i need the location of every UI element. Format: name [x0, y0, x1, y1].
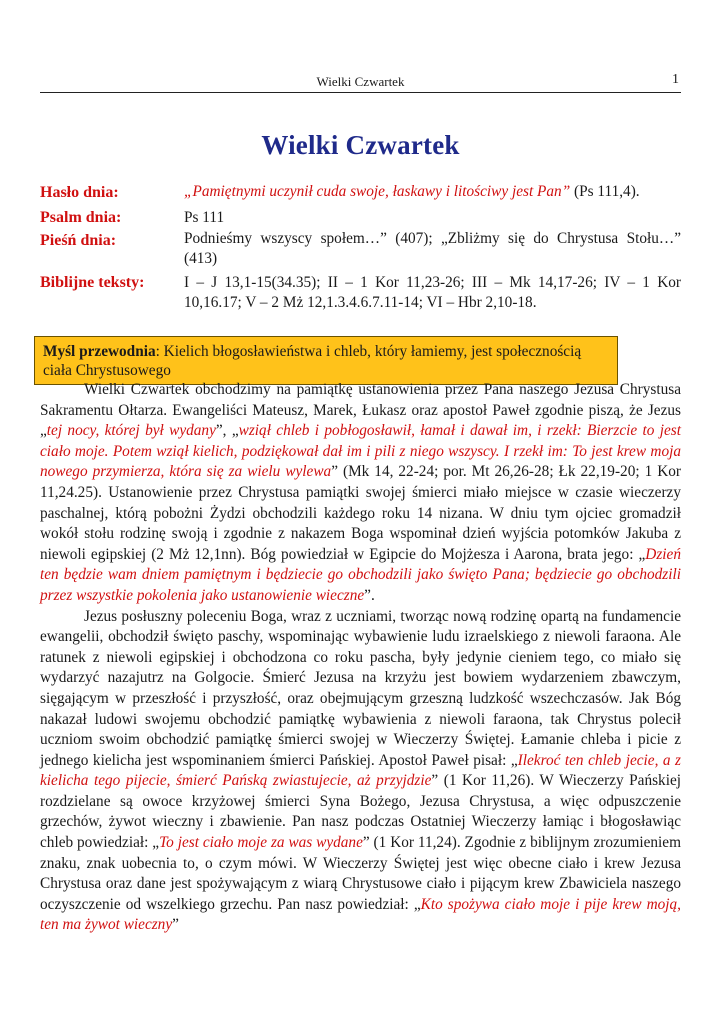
teksty-label: Biblijne teksty: [40, 274, 145, 291]
p2-text-2: ” (1 Kor 11,26). W Wieczerzy Pańskiej rozdzielane są owoce krzyżowej śmierci Syna Bożego, Jezusa Chrystusa, a więc odpuszczenie grzechów, żywot wieczny i zbawienie. Pan nasz podczas Ostatniej Wieczerzy łamiąc i błogosławiąc chleb powiedział: „ [40, 772, 681, 852]
psalm-label: Psalm dnia: [40, 209, 122, 226]
p2-quote-2: To jest ciało moje za was wydane [159, 834, 363, 852]
body-text [40, 380, 681, 936]
guide-text: : Kielich błogosławieństwa i chleb, który łamiemy, jest społecznością ciała Chrystusowego [43, 343, 582, 379]
p1-quote-2: wziął chleb i pobłogosławił, łamał i dawał im, i rzekł: Bierzcie to jest ciało moje. Potem wziął kielich, podziękował dał im i pili z niego wszyscy. I rzekł im: To jest krew moja nowego przymierza, która się za wielu wylewa [40, 422, 681, 481]
haslo-quote: „Pamiętnymi uczynił cuda swoje, łaskawy i litościwy jest Pan” [184, 183, 571, 200]
running-title: Wielki Czwartek [316, 74, 405, 89]
haslo-label: Hasło dnia: [40, 184, 119, 201]
guiding-thought-box [34, 336, 618, 385]
running-header [40, 72, 681, 93]
p1-text-2: ”, „ [215, 422, 239, 440]
guide-label: Myśl przewodnia [43, 343, 156, 360]
piesn-value: Podnieśmy wszyscy społem…” (407); „Zbliżmy się do Chrystusa Stołu…” (413) [184, 230, 681, 267]
paragraph-1 [40, 380, 681, 607]
p1-quote-1: tej nocy, której był wydany [46, 422, 216, 440]
p1-text-4: ”. [364, 586, 375, 604]
p2-text-3: ” (1 Kor 11,24). Zgodnie z biblijnym zrozumieniem znaku, znak uobecnia to, o czym mówi. W Wieczerzy Świętej jest więc obecne ciało i krew Jezusa Chrystusa oraz dane jest spożywającym z wiarą Chrystusowe ciało i pijącym krew Zbawiciela naszego oczyszczenie od wszelkiego grzechu. Pan nasz powiedział: „ [40, 834, 681, 913]
p2-quote-3: Kto spożywa ciało moje i pije krew moją, ten ma żywot wieczny [40, 895, 681, 934]
page-number: 1 [672, 72, 679, 87]
p2-text-1: Jezus posłuszny poleceniu Boga, wraz z uczniami, tworząc nową rodzinę opartą na fundamencie ewangelii, obchodził święto paschy, wspominając wybawienie ludu izraelskiego z niewoli faraona. Ale ratunek z niewoli egipskiej i obchodzona co roku pascha, były jedynie cieniem tego, co miało się wydarzyć nazajutrz na Golgocie. Śmierć Jezusa na krzyżu jest bowiem wydarzeniem zbawczym, sięgającym w przeszłość i przyszłość, oraz obejmującym grzeszną ludzkość wszechczasów. Jak Bóg nakazał ludowi swojemu obchodzić pamiątkę wybawienia z niewoli faraona, tak Chrystus polecił uczniom swoim obchodzić pamiątkę śmierci swojej w Wieczerzy Świętej. Łamanie chleba i picie z jednego kielicha jest wspominaniem śmierci Pańskiej. Apostoł Paweł pisał: „ [40, 607, 681, 769]
p2-text-4: ” [172, 916, 179, 934]
p1-quote-3: Dzień ten będzie wam dniem pamiętnym i będziecie go obchodzili jako święto Pana; będziecie go obchodzili przez wszystkie pokolenia jako ustanowienie wieczne [40, 545, 681, 604]
document-page [40, 0, 681, 1024]
p1-text-1: Wielki Czwartek obchodzimy na pamiątkę ustanowienia przez Pana naszego Jezusa Chrystusa Sakramentu Ołtarza. Ewangeliści Mateusz, Marek, Łukasz oraz apostoł Paweł zgodnie piszą, że Jezus „ [40, 381, 681, 440]
teksty-value: I – J 13,1-15(34.35); II – 1 Kor 11,23-26; III – Mk 14,17-26; IV – 1 Kor 10,16.17; V – 2 Mż 12,1.3.4.6.7.11-14; VI – Hbr 2,10-18. [184, 274, 681, 311]
paragraph-2 [40, 607, 681, 937]
haslo-value [184, 182, 681, 202]
p1-text-3: ” (Mk 14, 22-24; por. Mt 26,26-28; Łk 22,19-20; 1 Kor 11,24.25). Ustanowienie przez Chrystusa pamiątki swojej śmierci miało miejsce w czasie wieczerzy paschalnej, którą pobożni Żydzi obchodzili każdego roku 14 nizana. W dniu tym ojciec gromadził wokół stołu rodzinę swoją i zgodnie z nakazem Boga wspominał dzień wyjścia potomków Jakuba z niewoli egipskiej (2 Mż 12,1nn). Bóg powiedział w Egipcie do Mojżesza i Aarona, brata jego: „ [40, 463, 681, 563]
haslo-ref: (Ps 111,4). [570, 183, 640, 200]
psalm-value: Ps 111 [184, 209, 225, 226]
piesn-label: Pieśń dnia: [40, 232, 117, 249]
p2-quote-1: Ilekroć ten chleb jecie, a z kielicha tego pijecie, śmierć Pańską zwiastujecie, aż przyjdzie [40, 751, 681, 790]
page-title: Wielki Czwartek [261, 130, 460, 160]
